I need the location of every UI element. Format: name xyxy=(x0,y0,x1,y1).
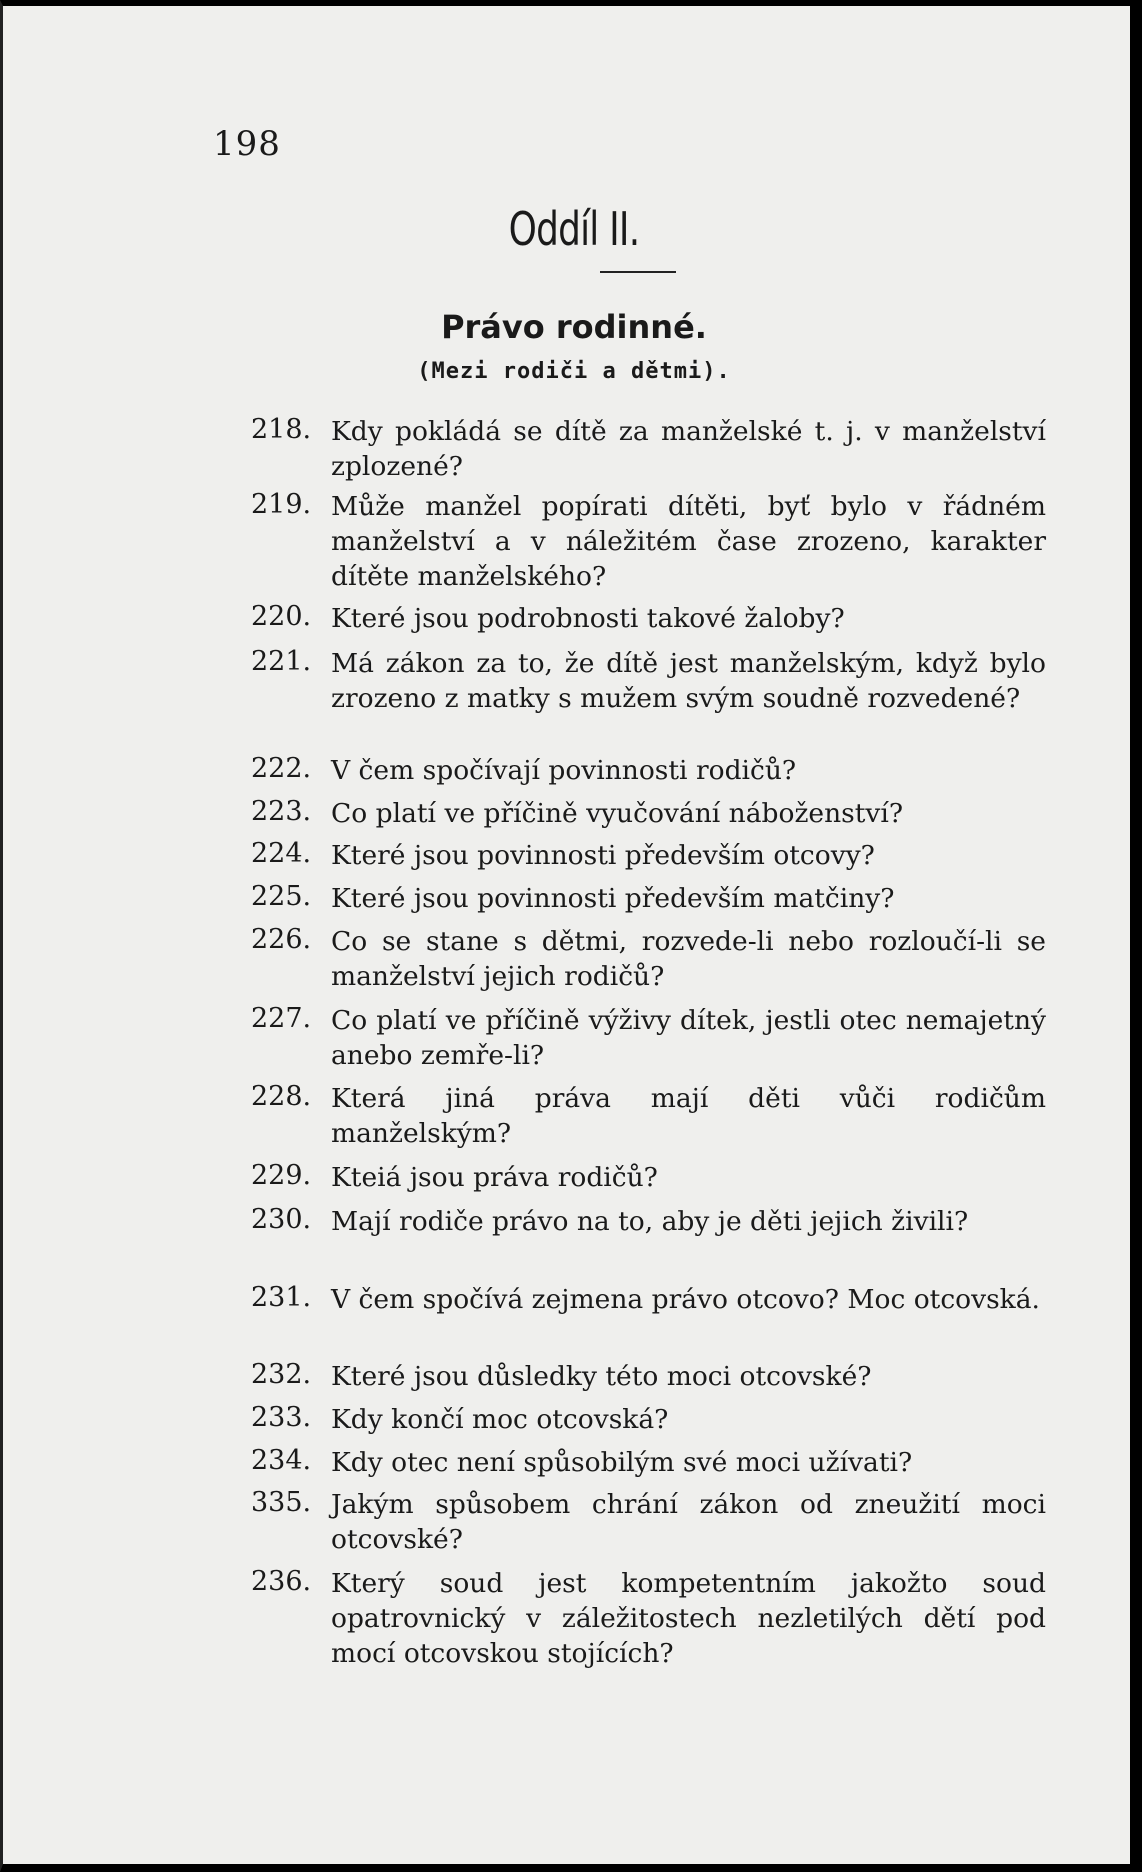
question-text: V čem spočívá zejmena právo otcovo? Moc otcovská. xyxy=(331,1284,1040,1315)
question-text: Které jsou podrobnosti takové žaloby? xyxy=(331,603,845,634)
question-text: V čem spočívají povinnosti rodičů? xyxy=(331,755,797,786)
question-number: 232. xyxy=(251,1359,312,1390)
question-text: Co se stane s dětmi, rozvede-li nebo rozloučí-li se manželství jejich rodičů? xyxy=(331,926,1046,992)
question-text: Kteiá jsou práva rodičů? xyxy=(331,1162,658,1193)
question-text: Kdy končí moc otcovská? xyxy=(331,1404,669,1435)
question-text: Která jiná práva mají děti vůči rodičům manželským? xyxy=(331,1083,1046,1149)
question-number: 226. xyxy=(251,924,312,955)
question-number: 223. xyxy=(251,796,312,827)
chapter-title: Právo rodinné. xyxy=(441,308,707,346)
question-number: 229. xyxy=(251,1160,312,1191)
question-number: 222. xyxy=(251,753,312,784)
question-number: 228. xyxy=(251,1081,312,1112)
divider xyxy=(600,271,676,273)
question-text: Může manžel popírati dítěti, byť bylo v řádném manželství a v náležitém čase zrozeno, karakter dítěte manželského? xyxy=(331,491,1046,592)
question-text: Které jsou povinnosti především otcovy? xyxy=(331,840,875,871)
question-text: Má zákon za to, že dítě jest manželským, když bylo zrozeno z matky s mužem svým soudně rozvedené? xyxy=(331,648,1046,714)
question-text: Které jsou důsledky této moci otcovské? xyxy=(331,1361,872,1392)
question-number: 220. xyxy=(251,601,312,632)
question-number: 234. xyxy=(251,1445,312,1476)
chapter-subtitle: (Mezi rodiči a dětmi). xyxy=(417,359,731,384)
question-text: Který soud jest kompetentním jakožto soud opatrovnický v záležitostech nezletilých dětí pod mocí otcovskou stojících? xyxy=(331,1568,1046,1669)
question-number: 230. xyxy=(251,1204,312,1235)
question-number: 236. xyxy=(251,1566,312,1597)
question-number: 233. xyxy=(251,1402,312,1433)
page-number: 198 xyxy=(213,124,281,164)
question-text: Jakým spůsobem chrání zákon od zneužití moci otcovské? xyxy=(331,1489,1046,1555)
question-text: Co platí ve příčině výživy dítek, jestli otec nemajetný anebo zemře-li? xyxy=(331,1005,1046,1071)
question-number: 227. xyxy=(251,1003,312,1034)
section-title: Oddíl II. xyxy=(508,202,640,256)
question-number: 335. xyxy=(251,1487,312,1518)
question-number: 231. xyxy=(251,1282,312,1313)
question-number: 225. xyxy=(251,881,312,912)
question-number: 218. xyxy=(251,414,312,445)
question-text: Které jsou povinnosti především matčiny? xyxy=(331,883,895,914)
question-text: Kdy otec není spůsobilým své moci užívati? xyxy=(331,1447,913,1478)
question-number: 219. xyxy=(251,489,312,520)
question-text: Co platí ve příčině vyučování náboženství? xyxy=(331,798,904,829)
question-text: Mají rodiče právo na to, aby je děti jejich živili? xyxy=(331,1206,969,1237)
question-text: Kdy pokládá se dítě za manželské t. j. v manželství zplozené? xyxy=(331,416,1046,482)
question-number: 224. xyxy=(251,838,312,869)
question-number: 221. xyxy=(251,646,312,677)
